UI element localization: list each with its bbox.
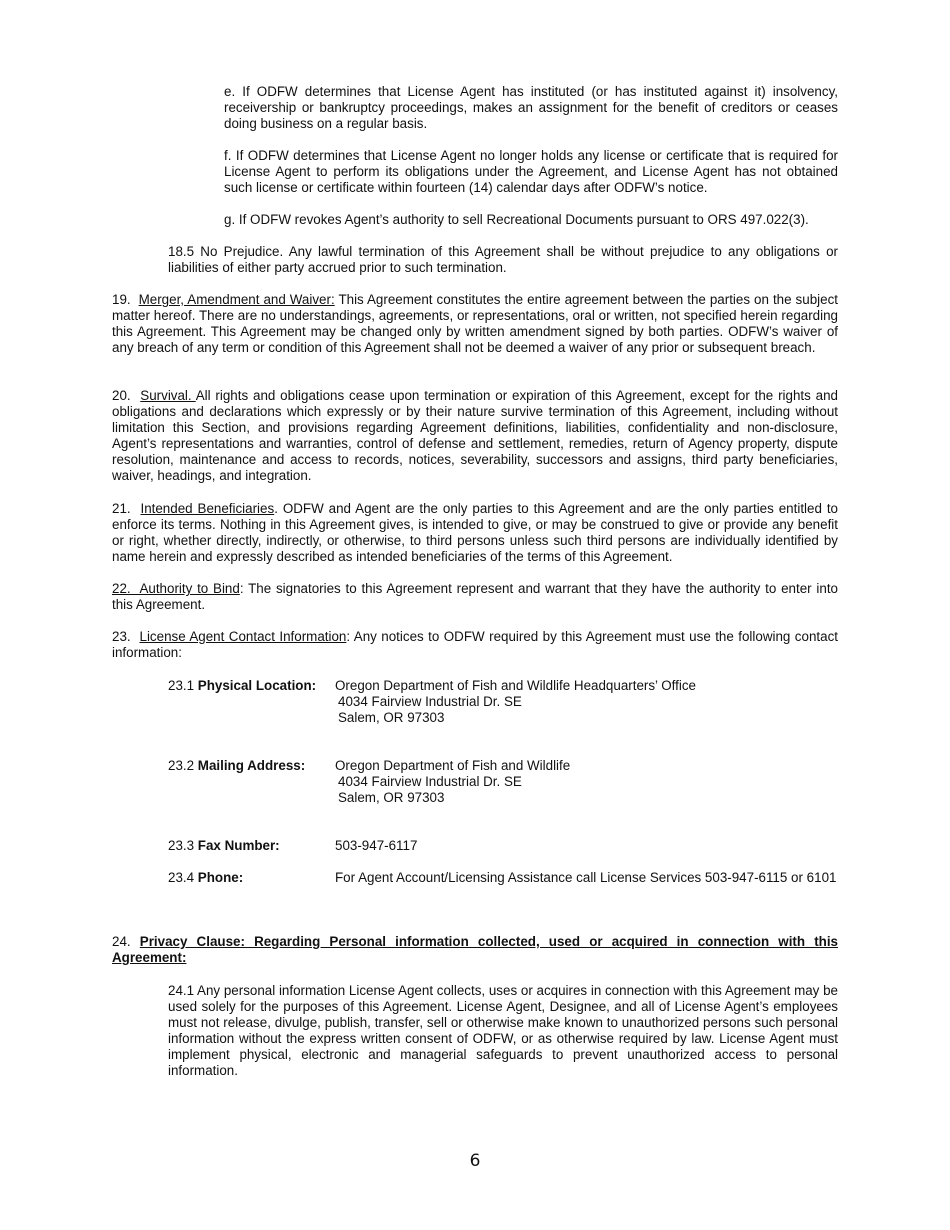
section-23-heading: License Agent Contact Information <box>139 629 347 644</box>
contact-fax-value: 503-947-6117 <box>335 838 418 853</box>
contact-mailing-label-text: Mailing Address: <box>197 758 306 773</box>
contact-fax-num: 23.3 <box>168 838 198 853</box>
page-number: 6 <box>469 1151 481 1171</box>
section-19 <box>112 292 838 356</box>
contact-phone <box>168 870 840 886</box>
contact-mailing-line1: Oregon Department of Fish and Wildlife <box>335 758 571 773</box>
contact-mailing-line3: Salem, OR 97303 <box>338 790 445 805</box>
contact-mailing-num: 23.2 <box>168 758 198 773</box>
section-20-number: 20. <box>112 388 141 403</box>
contact-phone-label <box>168 870 335 886</box>
section-18-5-text: 18.5 No Prejudice. Any lawful termination of this Agreement shall be without prejudice to any obligations or liabilities of either party accrued prior to such termination. <box>168 244 838 275</box>
contact-physical-label <box>168 678 335 726</box>
section-23 <box>112 629 838 661</box>
section-22-text: : The signatories to this Agreement represent and warrant that they have the authority to enter into this Agreement. <box>112 581 838 612</box>
contact-physical-line1: Oregon Department of Fish and Wildlife Headquarters’ Office <box>335 678 696 693</box>
contact-mailing-line2: 4034 Fairview Industrial Dr. SE <box>338 774 522 789</box>
section-19-text: This Agreement constitutes the entire agreement between the parties on the subject matter hereof. There are no understandings, agreements, or representations, oral or written, not specified herein regarding this Agreement. This Agreement may be changed only by written amendment signed by both parties. ODFW’s waiver of any breach of any term or condition of this Agreement shall not be deemed a waiver of any prior or subsequent breach. <box>112 292 838 355</box>
section-20-text: All rights and obligations cease upon termination or expiration of this Agreement, except for the rights and obligations and declarations which expressly or by their nature survive termination of this Agreement, including without limitation this Section, and provisions regarding Agreement definitions, liabilities, confidentiality and non-disclosure, Agent’s representations and warranties, control of defense and settlement, remedies, return of Agency property, dispute resolution, maintenance and access to records, notices, severability, successors and assigns, third party beneficiaries, waiver, headings, and integration. <box>112 388 838 483</box>
section-20 <box>112 388 838 484</box>
clause-e-text: e. If ODFW determines that License Agent has instituted (or has instituted against it) insolvency, receivership or bankruptcy proceedings, makes an assignment for the benefit of creditors or ceases doing business on a regular basis. <box>224 84 838 131</box>
clause-g <box>224 212 838 228</box>
contact-fax-label <box>168 838 335 854</box>
section-22 <box>112 581 838 613</box>
section-19-paragraph <box>112 292 838 356</box>
contact-mailing-label <box>168 758 335 806</box>
clause-g-text: g. If ODFW revokes Agent’s authority to sell Recreational Documents pursuant to ORS 497.022(3). <box>224 212 809 227</box>
section-20-heading: Survival. <box>140 388 196 403</box>
section-24 <box>112 934 838 966</box>
contact-phone-label-text: Phone: <box>197 870 244 885</box>
contact-phone-num: 23.4 <box>168 870 198 885</box>
section-21-number: 21. <box>112 501 141 516</box>
contact-physical-num: 23.1 <box>168 678 198 693</box>
section-22-heading: 22. Authority to Bind <box>112 581 240 596</box>
section-21 <box>112 501 838 565</box>
contact-physical-label-text: Physical Location: <box>197 678 317 693</box>
section-21-heading: Intended Beneficiaries <box>140 501 275 516</box>
contact-physical-line3: Salem, OR 97303 <box>338 710 445 725</box>
contact-physical-line2: 4034 Fairview Industrial Dr. SE <box>338 694 522 709</box>
section-24-1 <box>168 983 838 1079</box>
contact-mailing-value <box>335 758 840 806</box>
section-21-paragraph <box>112 501 838 565</box>
section-24-heading: Privacy Clause: Regarding Personal information collected, used or acquired in connection with this Agreement: <box>112 934 838 965</box>
clause-e <box>224 84 838 132</box>
section-18-5 <box>168 244 838 276</box>
clause-f <box>224 148 838 196</box>
section-23-text: : Any notices to ODFW required by this Agreement must use the following contact information: <box>112 629 838 660</box>
section-19-number: 19. <box>112 292 139 307</box>
contact-fax-label-text: Fax Number: <box>197 838 280 853</box>
section-22-paragraph <box>112 581 838 613</box>
section-24-1-text: 24.1 Any personal information License Agent collects, uses or acquires in connection with this Agreement may be used solely for the purposes of this Agreement. License Agent, Designee, and all of License Agent’s employees must not release, divulge, publish, transfer, sell or otherwise make known to unauthorized persons such personal information without the express written consent of ODFW, or as otherwise required by law. License Agent must implement physical, electronic and managerial safeguards to prevent unauthorized access to personal information. <box>168 983 838 1078</box>
section-20-paragraph <box>112 388 838 484</box>
section-21-text: . ODFW and Agent are the only parties to this Agreement and are the only parties entitled to enforce its terms. Nothing in this Agreement gives, is intended to give, or may be construed to give or provide any benefit or right, whether directly, indirectly, or otherwise, to third persons unless such third persons are individually identified by name herein and expressly described as intended beneficiaries of the terms of this Agreement. <box>112 501 838 564</box>
section-24-number: 24. <box>112 934 140 949</box>
section-24-paragraph <box>112 934 838 966</box>
contact-physical-location <box>168 678 840 726</box>
contact-phone-value: For Agent Account/Licensing Assistance call License Services 503-947-6115 or 6101 <box>335 870 837 885</box>
contact-fax <box>168 838 840 854</box>
contact-mailing-address <box>168 758 840 806</box>
section-23-paragraph <box>112 629 838 661</box>
clause-f-text: f. If ODFW determines that License Agent no longer holds any license or certificate that is required for License Agent to perform its obligations under the Agreement, and License Agent has not obtained such license or certificate within fourteen (14) calendar days after ODFW’s notice. <box>224 148 838 195</box>
contact-physical-value <box>335 678 840 726</box>
section-19-heading: Merger, Amendment and Waiver: <box>138 292 335 307</box>
section-23-number: 23. <box>112 629 140 644</box>
